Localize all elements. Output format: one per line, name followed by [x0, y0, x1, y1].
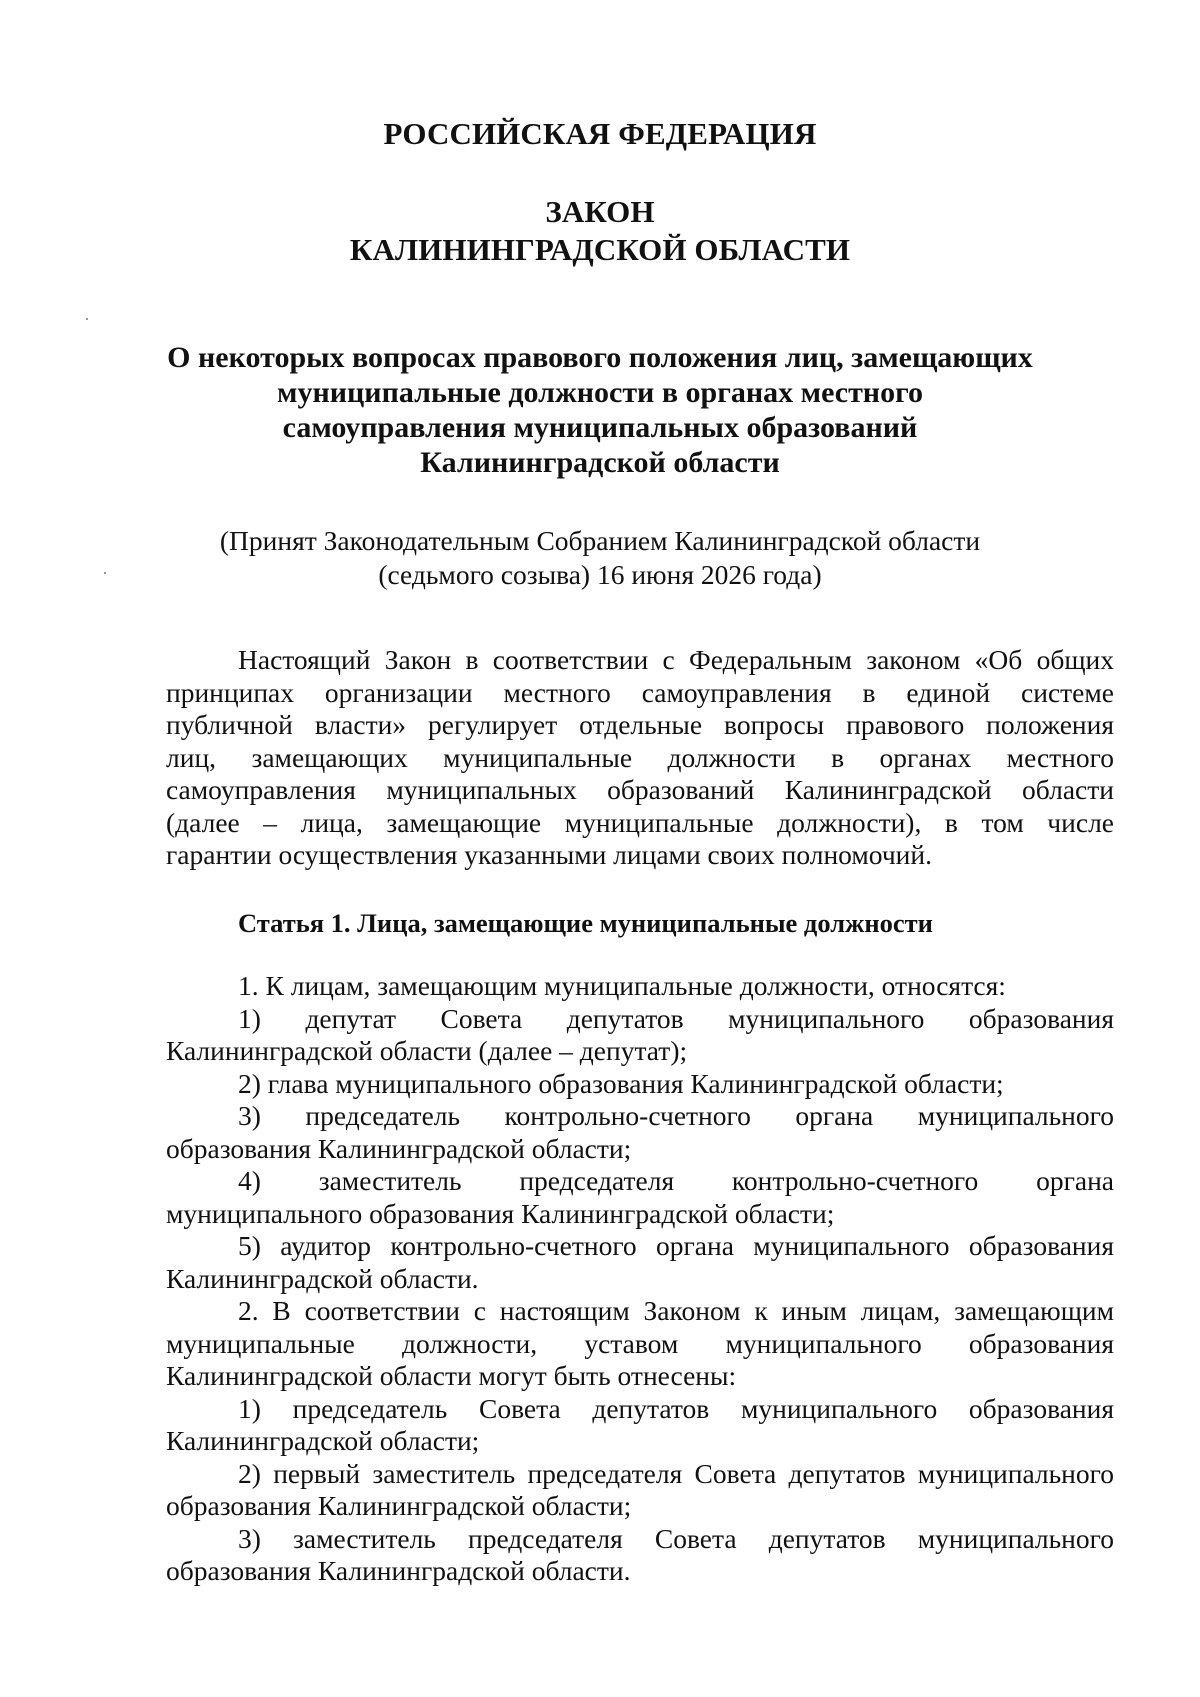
preamble-paragraph [166, 644, 1114, 872]
text-line: Калининградской области (далее – депутат); [166, 1035, 688, 1066]
text-line: лиц, замещающих муниципальные должности в органах местного [166, 741, 1114, 773]
text-line: Калининградской области. [166, 1262, 479, 1294]
text-line: муниципального образования Калининградской области; [166, 1197, 835, 1229]
text-line: (далее – лица, замещающие муниципальные должности), в том числе [166, 806, 1114, 838]
text-line: 1) председатель Совета депутатов муниципального образования [238, 1392, 1114, 1424]
title-line: самоуправления муниципальных образований [282, 411, 918, 444]
text-line: принципах организации местного самоуправления в единой системе [166, 676, 1114, 708]
country-heading: РОССИЙСКАЯ ФЕДЕРАЦИЯ [383, 116, 817, 151]
scan-speck [104, 572, 106, 574]
text-line: 5) аудитор контрольно-счетного органа муниципального образования [238, 1230, 1114, 1261]
article-body [166, 970, 1114, 1588]
title-line: О некоторых вопросах правового положения лиц, замещающих [167, 341, 1033, 374]
text-line: Калининградской области; [166, 1425, 480, 1456]
text-line: Калининградской области могут быть отнесены: [166, 1360, 737, 1391]
title-line: Калининградской области [420, 446, 780, 479]
text-line: 2) глава муниципального образования Калининградской области; [238, 1067, 1004, 1099]
text-line: 1. К лицам, замещающим муниципальные должности, относятся: [238, 970, 1006, 1001]
text-line: гарантии осуществления указанными лицами своих полномочий. [166, 839, 932, 870]
article-heading: Статья 1. Лица, замещающие муниципальные должности [238, 908, 933, 938]
text-line: 4) заместитель председателя контрольно-счетного органа [238, 1165, 1114, 1196]
text-line: 1) депутат Совета депутатов муниципального образования [238, 1002, 1114, 1034]
text-line: 2) первый заместитель председателя Совета депутатов муниципального [238, 1457, 1114, 1489]
adoption-line: (Принят Законодательным Собранием Калининградской области [219, 525, 981, 556]
text-line: самоуправления муниципальных образований Калининградской области [166, 774, 1114, 805]
title-line: муниципальные должности в органах местного [277, 376, 923, 409]
adoption-note [100, 524, 1100, 592]
region-heading: КАЛИНИНГРАДСКОЙ ОБЛАСТИ [349, 232, 851, 267]
text-line: 2. В соответствии с настоящим Законом к иным лицам, замещающим [238, 1295, 1114, 1326]
text-line: муниципальные должности, уставом муниципального образования [166, 1327, 1114, 1359]
text-line: публичной власти» регулирует отдельные вопросы правового положения [166, 709, 1114, 740]
text-line: Настоящий Закон в соответствии с Федеральным законом «Об общих [238, 644, 1114, 675]
text-line: 3) заместитель председателя Совета депутатов муниципального [238, 1522, 1114, 1554]
text-line: образования Калининградской области; [166, 1132, 632, 1164]
text-line: образования Калининградской области. [166, 1555, 631, 1586]
law-heading: ЗАКОН [545, 194, 655, 229]
text-line: образования Калининградской области; [166, 1490, 632, 1521]
adoption-line: (седьмого созыва) 16 июня 2026 года) [378, 559, 822, 590]
law-title [100, 340, 1100, 480]
scan-speck [86, 318, 88, 320]
text-line: 3) председатель контрольно-счетного органа муниципального [238, 1100, 1114, 1131]
